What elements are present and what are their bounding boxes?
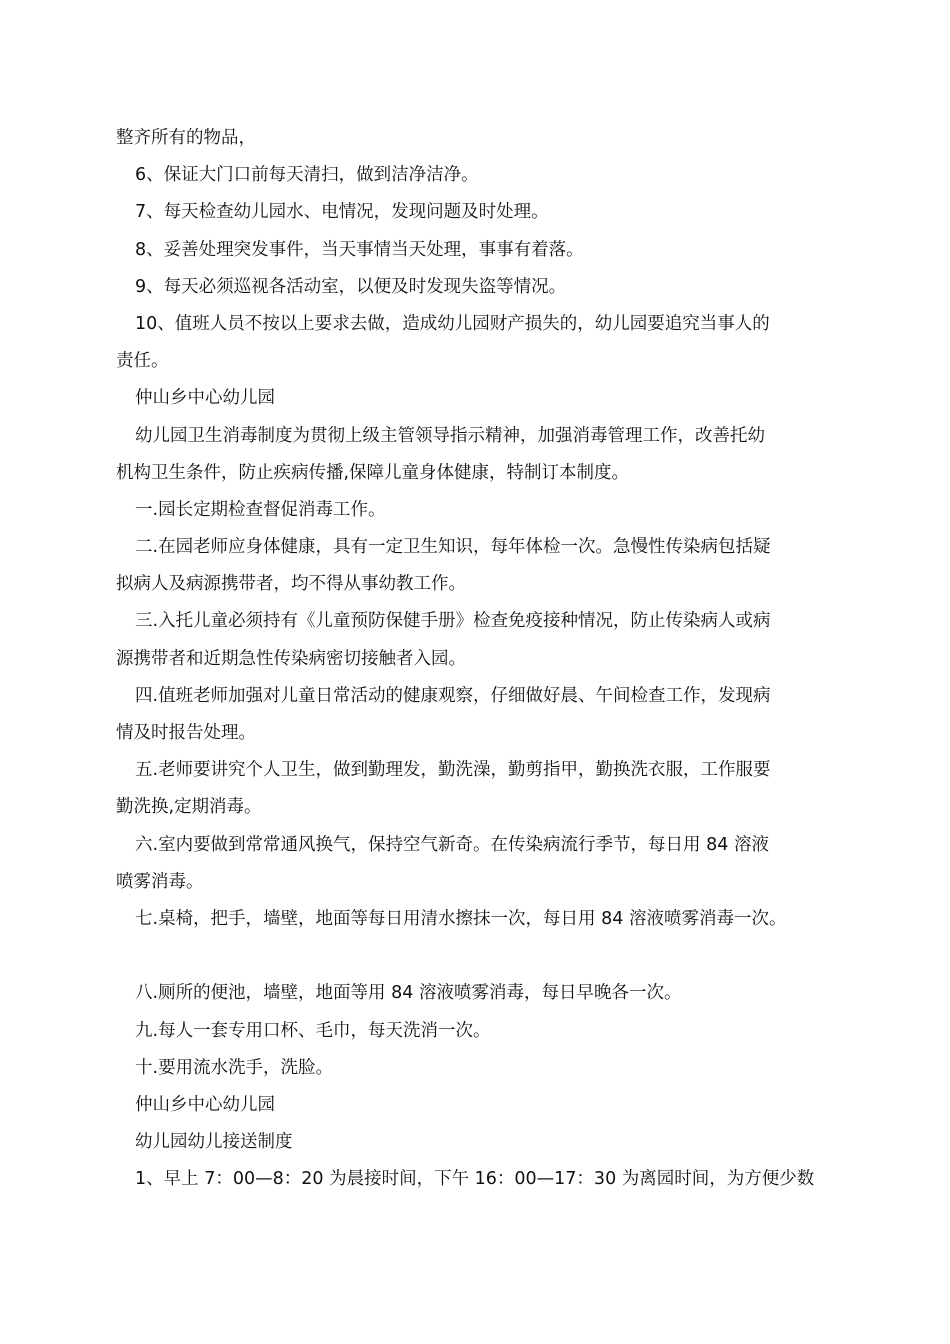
text-line: 喷雾消毒。 [116,871,204,892]
text-line: 九.每人一套专用口杯、毛巾，每天洗消一次。 [135,1020,491,1041]
text-line: 8、妥善处理突发事件，当天事情当天处理，事事有着落。 [135,239,584,260]
text-line: 机构卫生条件，防止疾病传播,保障儿童身体健康，特制订本制度。 [116,462,630,483]
text-line: 情及时报告处理。 [116,723,256,743]
text-line: 源携带者和近期急性传染病密切接触者入园。 [116,648,466,669]
text-line: 四.值班老师加强对儿童日常活动的健康观察，仔细做好晨、午间检查工作，发现病 [135,685,771,706]
text-line: 1、早上 7：00—8：20 为晨接时间，下午 16：00—17：30 为离园时间，为方便少数 [135,1169,815,1190]
text-line: 拟病人及病源携带者，均不得从事幼教工作。 [116,574,466,595]
document-page [116,120,840,1198]
text-line: 七.桌椅，把手，墙壁，地面等每日用清水擦抹一次，每日用 84 溶液喷雾消毒一次。 [135,908,787,929]
section-title: 仲山乡中心幼儿园 [135,1094,275,1115]
text-line: 幼儿园卫生消毒制度为贯彻上级主管领导指示精神，加强消毒管理工作，改善托幼 [135,425,765,446]
text-line: 六.室内要做到常常通风换气，保持空气新奇。在传染病流行季节，每日用 84 溶液 [135,834,769,855]
blank-line [116,938,840,975]
text-line: 9、每天必须巡视各活动室，以便及时发现失盗等情况。 [135,276,567,297]
text-line: 一.园长定期检查督促消毒工作。 [135,499,386,520]
text-line: 三.入托儿童必须持有《儿童预防保健手册》检查免疫接种情况，防止传染病人或病 [135,611,771,632]
text-line: 五.老师要讲究个人卫生，做到勤理发，勤洗澡，勤剪指甲，勤换洗衣服，工作服要 [135,760,771,781]
section-title: 仲山乡中心幼儿园 [135,388,275,409]
text-line: 八.厕所的便池，墙壁，地面等用 84 溶液喷雾消毒，每日早晚各一次。 [135,983,682,1004]
section-title: 幼儿园幼儿接送制度 [135,1132,293,1153]
text-line: 勤洗换,定期消毒。 [116,797,262,818]
text-line: 二.在园老师应身体健康，具有一定卫生知识，每年体检一次。急慢性传染病包括疑 [135,537,771,558]
text-line: 责任。 [116,351,169,372]
text-line: 整齐所有的物品， [116,128,256,148]
text-line: 10、值班人员不按以上要求去做，造成幼儿园财产损失的，幼儿园要追究当事人的 [135,313,770,334]
text-line: 十.要用流水洗手，洗脸。 [135,1057,334,1078]
text-line: 6、保证大门口前每天清扫，做到洁净洁净。 [135,165,479,186]
text-line: 7、每天检查幼儿园水、电情况，发现问题及时处理。 [135,202,549,223]
